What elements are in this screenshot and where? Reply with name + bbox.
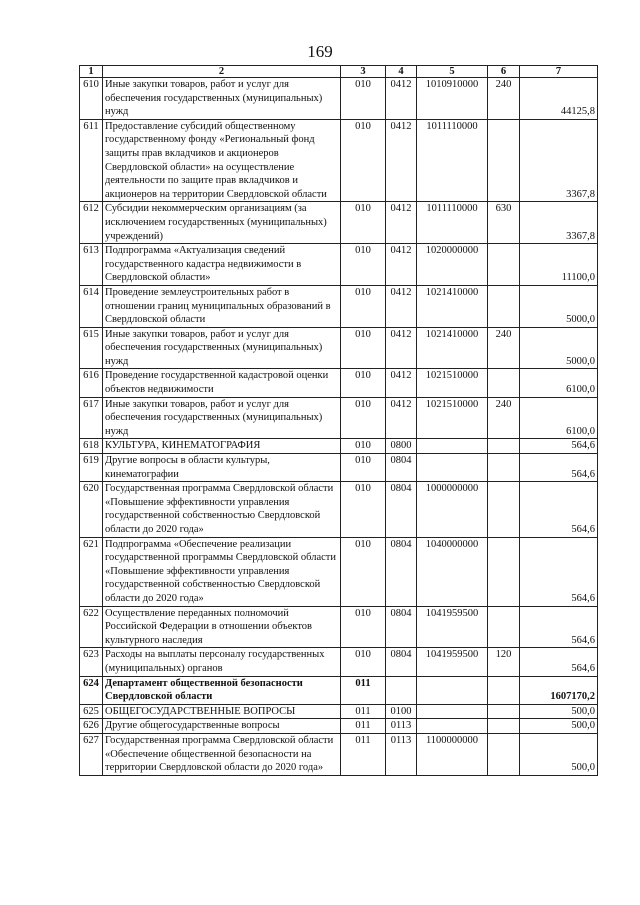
row-section-code: 0804 (386, 648, 417, 676)
row-dept-code: 011 (341, 719, 386, 734)
row-section-code: 0412 (386, 285, 417, 327)
row-dept-code: 010 (341, 119, 386, 202)
row-number: 623 (80, 648, 103, 676)
row-section-code: 0412 (386, 369, 417, 397)
row-expense-type (488, 285, 520, 327)
row-amount: 44125,8 (520, 78, 598, 120)
table-row (80, 397, 598, 439)
row-dept-code: 010 (341, 78, 386, 120)
table-row (80, 676, 598, 704)
row-amount: 3367,8 (520, 119, 598, 202)
row-amount: 500,0 (520, 719, 598, 734)
header-cell: 5 (417, 66, 488, 78)
row-name: ОБЩЕГОСУДАРСТВЕННЫЕ ВОПРОСЫ (103, 704, 341, 719)
row-expense-type: 630 (488, 202, 520, 244)
row-amount: 564,6 (520, 648, 598, 676)
row-section-code: 0412 (386, 327, 417, 369)
row-section-code (386, 676, 417, 704)
row-dept-code: 010 (341, 648, 386, 676)
row-dept-code: 010 (341, 439, 386, 454)
header-cell: 3 (341, 66, 386, 78)
row-expense-type: 240 (488, 327, 520, 369)
table-row (80, 648, 598, 676)
table-row (80, 244, 598, 286)
row-article-code: 1010910000 (417, 78, 488, 120)
row-number: 611 (80, 119, 103, 202)
row-number: 624 (80, 676, 103, 704)
row-number: 621 (80, 537, 103, 606)
row-article-code: 1021410000 (417, 285, 488, 327)
row-dept-code: 010 (341, 454, 386, 482)
table-row (80, 369, 598, 397)
row-amount: 5000,0 (520, 285, 598, 327)
row-article-code: 1041959500 (417, 648, 488, 676)
row-name: Иные закупки товаров, работ и услуг для обеспечения государственных (муниципальных) нужд (103, 327, 341, 369)
row-name: Проведение землеустроительных работ в отношении границ муниципальных образований в Свердловской области (103, 285, 341, 327)
table-row (80, 606, 598, 648)
row-article-code: 1021510000 (417, 369, 488, 397)
row-amount: 500,0 (520, 733, 598, 775)
row-name: Департамент общественной безопасности Свердловской области (103, 676, 341, 704)
row-article-code: 1000000000 (417, 482, 488, 537)
row-dept-code: 010 (341, 482, 386, 537)
table-row (80, 202, 598, 244)
row-number: 616 (80, 369, 103, 397)
row-article-code: 1041959500 (417, 606, 488, 648)
page-number: 169 (307, 42, 333, 61)
row-number: 626 (80, 719, 103, 734)
row-article-code: 1011110000 (417, 202, 488, 244)
row-article-code: 1021410000 (417, 327, 488, 369)
row-amount: 564,6 (520, 482, 598, 537)
row-number: 625 (80, 704, 103, 719)
row-section-code: 0113 (386, 719, 417, 734)
header-cell: 4 (386, 66, 417, 78)
row-expense-type: 240 (488, 397, 520, 439)
row-dept-code: 010 (341, 537, 386, 606)
table-row (80, 537, 598, 606)
header-cell: 2 (103, 66, 341, 78)
row-name: Осуществление переданных полномочий Российской Федерации в отношении объектов культурного наследия (103, 606, 341, 648)
table-row (80, 285, 598, 327)
row-number: 620 (80, 482, 103, 537)
row-section-code: 0804 (386, 606, 417, 648)
row-section-code: 0100 (386, 704, 417, 719)
row-dept-code: 010 (341, 397, 386, 439)
row-section-code: 0412 (386, 397, 417, 439)
row-amount: 564,6 (520, 606, 598, 648)
row-article-code (417, 676, 488, 704)
row-expense-type (488, 704, 520, 719)
row-number: 614 (80, 285, 103, 327)
row-expense-type: 240 (488, 78, 520, 120)
table-row (80, 439, 598, 454)
row-number: 622 (80, 606, 103, 648)
row-expense-type (488, 482, 520, 537)
row-name: Другие вопросы в области культуры, кинематографии (103, 454, 341, 482)
table-row (80, 78, 598, 120)
row-section-code: 0412 (386, 119, 417, 202)
header-cell: 6 (488, 66, 520, 78)
row-amount: 1607170,2 (520, 676, 598, 704)
row-section-code: 0800 (386, 439, 417, 454)
row-section-code: 0804 (386, 482, 417, 537)
table-row (80, 327, 598, 369)
row-amount: 3367,8 (520, 202, 598, 244)
row-amount: 564,6 (520, 439, 598, 454)
row-number: 615 (80, 327, 103, 369)
row-dept-code: 011 (341, 704, 386, 719)
header-cell: 7 (520, 66, 598, 78)
row-name: Государственная программа Свердловской области «Обеспечение общественной безопасности на территории Свердловской области до 2020 года» (103, 733, 341, 775)
row-number: 619 (80, 454, 103, 482)
header-cell: 1 (80, 66, 103, 78)
row-name: Расходы на выплаты персоналу государственных (муниципальных) органов (103, 648, 341, 676)
row-number: 612 (80, 202, 103, 244)
row-article-code: 1040000000 (417, 537, 488, 606)
table-row (80, 733, 598, 775)
table-row (80, 119, 598, 202)
budget-table (79, 65, 598, 776)
table-row (80, 482, 598, 537)
row-article-code: 1011110000 (417, 119, 488, 202)
header-row (80, 66, 598, 78)
row-article-code: 1100000000 (417, 733, 488, 775)
row-expense-type (488, 733, 520, 775)
row-expense-type (488, 369, 520, 397)
row-number: 618 (80, 439, 103, 454)
row-dept-code: 010 (341, 606, 386, 648)
row-name: Иные закупки товаров, работ и услуг для обеспечения государственных (муниципальных) нужд (103, 78, 341, 120)
row-expense-type (488, 439, 520, 454)
row-dept-code: 011 (341, 676, 386, 704)
row-amount: 11100,0 (520, 244, 598, 286)
row-name: Предоставление субсидий общественному государственному фонду «Региональный фонд защиты прав вкладчиков и акционеров Свердловской области» на осуществление деятельности по защите прав вкладчиков и акционеров на территории Свердловской области (103, 119, 341, 202)
row-amount: 6100,0 (520, 369, 598, 397)
row-expense-type (488, 119, 520, 202)
row-expense-type (488, 606, 520, 648)
row-expense-type (488, 537, 520, 606)
row-amount: 500,0 (520, 704, 598, 719)
row-section-code: 0804 (386, 454, 417, 482)
row-expense-type (488, 244, 520, 286)
row-article-code (417, 439, 488, 454)
row-dept-code: 011 (341, 733, 386, 775)
row-number: 613 (80, 244, 103, 286)
row-name: Государственная программа Свердловской области «Повышение эффективности управления государственной собственностью Свердловской области до 2020 года» (103, 482, 341, 537)
row-expense-type (488, 719, 520, 734)
row-expense-type (488, 454, 520, 482)
row-name: Иные закупки товаров, работ и услуг для обеспечения государственных (муниципальных) нужд (103, 397, 341, 439)
row-dept-code: 010 (341, 202, 386, 244)
table-row (80, 719, 598, 734)
row-name: Подпрограмма «Актуализация сведений государственного кадастра недвижимости в Свердловской области» (103, 244, 341, 286)
row-amount: 564,6 (520, 454, 598, 482)
row-article-code: 1021510000 (417, 397, 488, 439)
row-name: КУЛЬТУРА, КИНЕМАТОГРАФИЯ (103, 439, 341, 454)
row-article-code (417, 704, 488, 719)
row-dept-code: 010 (341, 369, 386, 397)
row-name: Субсидии некоммерческим организациям (за исключением государственных (муниципальных) учреждений) (103, 202, 341, 244)
row-expense-type: 120 (488, 648, 520, 676)
row-section-code: 0412 (386, 244, 417, 286)
row-name: Подпрограмма «Обеспечение реализации государственной программы Свердловской области «Повышение эффективности управления государственной собственностью Свердловской области до 2020 года» (103, 537, 341, 606)
row-section-code: 0804 (386, 537, 417, 606)
row-number: 617 (80, 397, 103, 439)
row-amount: 564,6 (520, 537, 598, 606)
table-row (80, 704, 598, 719)
row-article-code: 1020000000 (417, 244, 488, 286)
row-amount: 5000,0 (520, 327, 598, 369)
table-row (80, 454, 598, 482)
row-section-code: 0412 (386, 78, 417, 120)
row-dept-code: 010 (341, 244, 386, 286)
row-section-code: 0113 (386, 733, 417, 775)
row-number: 610 (80, 78, 103, 120)
row-expense-type (488, 676, 520, 704)
row-article-code (417, 719, 488, 734)
row-dept-code: 010 (341, 327, 386, 369)
row-article-code (417, 454, 488, 482)
row-dept-code: 010 (341, 285, 386, 327)
row-name: Проведение государственной кадастровой оценки объектов недвижимости (103, 369, 341, 397)
row-name: Другие общегосударственные вопросы (103, 719, 341, 734)
row-section-code: 0412 (386, 202, 417, 244)
row-amount: 6100,0 (520, 397, 598, 439)
row-number: 627 (80, 733, 103, 775)
